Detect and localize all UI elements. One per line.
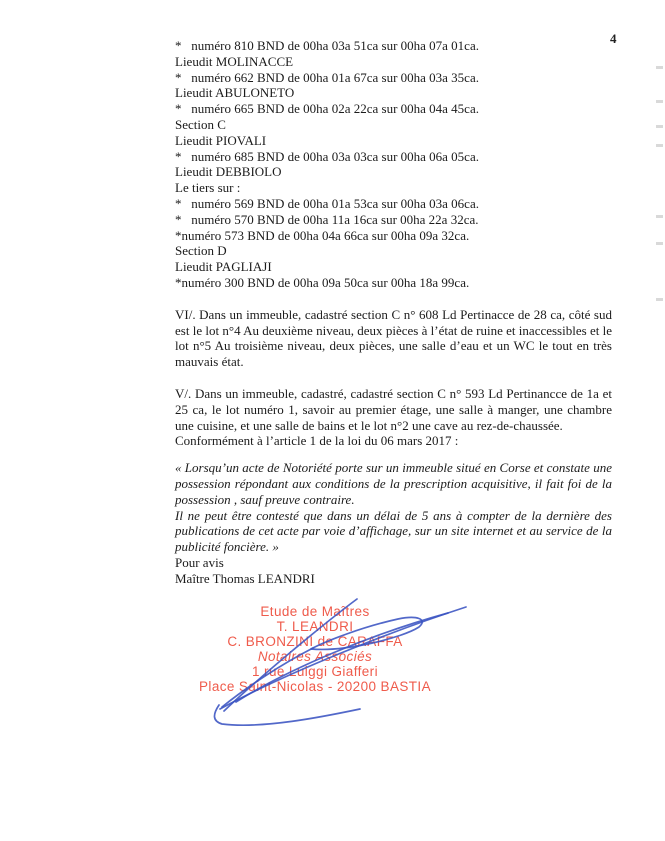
parcel-line: * numéro 810 BND de 00ha 03a 51ca sur 00ha 07a 01ca. [175,38,479,53]
stamp-city-line: Place Saint-Nicolas - 20200 BASTIA [199,679,431,694]
parcel-line: * numéro 665 BND de 00ha 02a 22ca sur 00ha 04a 45ca. [175,101,479,117]
section-line: Section D [175,243,227,259]
parcel-line: * numéro 662 BND de 00ha 01a 67ca sur 00ha 03a 35ca. [175,69,479,85]
lieudit-line: Lieudit PAGLIAJI [175,259,272,275]
legal-quote [175,460,612,555]
scan-artifact [656,100,663,103]
stamp-title-line: Notaires Associés [257,649,373,664]
signataire-line: Maître Thomas LEANDRI [175,570,315,586]
quote-paragraph-1: « Lorsqu’un acte de Notoriété porte sur un immeuble situé en Corse et constate une possession répondant aux conditions de la prescription acquisitive, il fait foi de la possession , sauf preuve contraire. [175,460,612,507]
quote-paragraph-2: Il ne peut être contesté que dans un délai de 5 ans à compter de la dernière des publications de cet acte par voie d’affichage, sur un site internet et au service de la publicité foncière. » [175,507,612,555]
parcel-line: * numéro 569 BND de 00ha 01a 53ca sur 00ha 03a 06ca. [175,195,479,211]
parcel-line: *numéro 573 BND de 00ha 04a 66ca sur 00ha 09a 32ca. [175,227,470,243]
lieudit-line: Lieudit DEBBIOLO [175,164,282,180]
scan-artifact [656,298,663,301]
parcel-line: *numéro 300 BND de 00ha 09a 50ca sur 00ha 18a 99ca. [175,274,470,290]
scan-artifact [656,125,663,128]
notary-stamp [194,604,436,694]
stamp-notary2-line: C. BRONZINI de CARAFFA [227,634,403,649]
page-number: 4 [610,31,617,46]
scan-artifact [656,242,663,245]
stamp-etude-line: Etude de Maîtres [260,604,370,619]
scan-artifact [656,66,663,69]
lieudit-line: Lieudit MOLINACCE [175,53,294,69]
document-body [175,38,612,587]
scan-artifact [656,215,663,218]
lieudit-line: Lieudit PIOVALI [175,132,267,148]
lieudit-line: Lieudit ABULONETO [175,85,295,101]
paragraph-v: V/. Dans un immeuble, cadastré, cadastré section C n° 593 Ld Pertinancce de 1a et 25 ca, le lot numéro 1, savoir au premier étage, une salle à manger, une chambre une cuisine, et une salle de bains et le lot n°2 une cave au rez-de-chaussée. [175,385,612,433]
pour-avis-line: Pour avis [175,554,224,570]
paragraph-conformement: Conformément à l’article 1 de la loi du 06 mars 2017 : [175,433,459,449]
tiers-line: Le tiers sur : [175,180,241,196]
section-line: Section C [175,116,226,132]
parcel-line: * numéro 570 BND de 00ha 11a 16ca sur 00ha 22a 32ca. [175,211,479,227]
scan-artifact [656,144,663,147]
parcel-line: * numéro 685 BND de 00ha 03a 03ca sur 00ha 06a 05ca. [175,148,479,164]
paragraph-vi: VI/. Dans un immeuble, cadastré section C n° 608 Ld Pertinacce de 28 ca, côté sud est le lot n°4 Au deuxième niveau, deux pièces à l’état de ruine et inaccessibles et le lot n°5 Au troisième niveau, deux pièces, une salle d’eau et un WC le tout en très mauvais état. [175,306,612,370]
stamp-notary1-line: T. LEANDRI [276,619,354,634]
stamp-street-line: 1 rue Luiggi Giafferi [252,664,378,679]
